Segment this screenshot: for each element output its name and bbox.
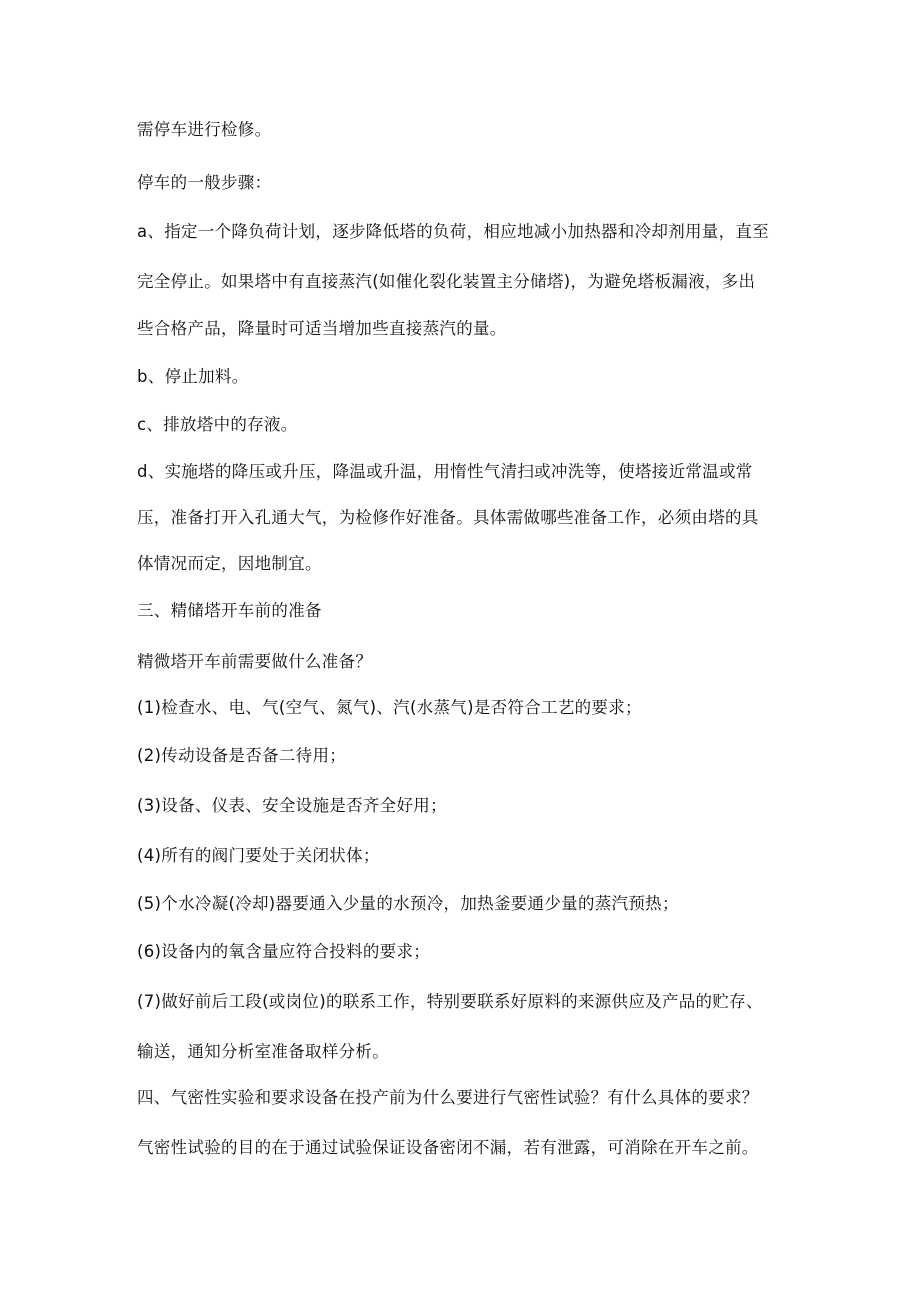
list-item: (6)设备内的氧含量应符合投料的要求；: [137, 942, 431, 961]
text-line: b、停止加料。: [137, 367, 249, 386]
section-heading: 四、气密性实验和要求设备在投产前为什么要进行气密性试验？有什么具体的要求？: [137, 1088, 759, 1107]
text-line: 压，准备打开入孔通大气，为检修作好准备。具体需做哪些准备工作，必须由塔的具: [137, 508, 759, 527]
text-line: a、指定一个降负荷计划，逐步降低塔的负荷，相应地减小加热器和冷却剂用量，直至: [137, 222, 770, 241]
text-line: 完全停止。如果塔中有直接蒸汽(如催化裂化装置主分储塔)，为避免塔板漏液，多出: [137, 272, 756, 291]
text-line: c、排放塔中的存液。: [137, 415, 298, 434]
text-line: 些合格产品，降量时可适当增加些直接蒸汽的量。: [137, 319, 507, 338]
list-item: (3)设备、仪表、安全设施是否齐全好用；: [137, 796, 447, 815]
text-line: 气密性试验的目的在于通过试验保证设备密闭不漏，若有泄露，可消除在开车之前。: [137, 1138, 759, 1157]
section-heading: 三、精储塔开车前的准备: [137, 601, 322, 620]
list-item: (2)传动设备是否备二待用；: [137, 746, 347, 765]
text-line: 停车的一般步骤：: [137, 173, 272, 192]
text-line: 输送，通知分析室准备取样分析。: [137, 1042, 389, 1061]
text-line: d、实施塔的降压或升压，降温或升温，用惰性气清扫或冲洗等，使塔接近常温或常: [137, 462, 753, 481]
text-line: 需停车进行检修。: [137, 120, 272, 139]
list-item: (1)检查水、电、气(空气、氮气)、汽(水蒸气)是否符合工艺的要求；: [137, 698, 642, 717]
list-item: (5)个水冷凝(冷却)器要通入少量的水预冷，加热釜要通少量的蒸汽预热；: [137, 894, 679, 913]
list-item: (7)做好前后工段(或岗位)的联系工作，特别要联系好原料的来源供应及产品的贮存、: [137, 992, 763, 1011]
list-item: (4)所有的阀门要处于关闭状体；: [137, 846, 380, 865]
text-line: 精微塔开车前需要做什么准备？: [137, 652, 373, 671]
text-line: 体情况而定，因地制宜。: [137, 554, 322, 573]
